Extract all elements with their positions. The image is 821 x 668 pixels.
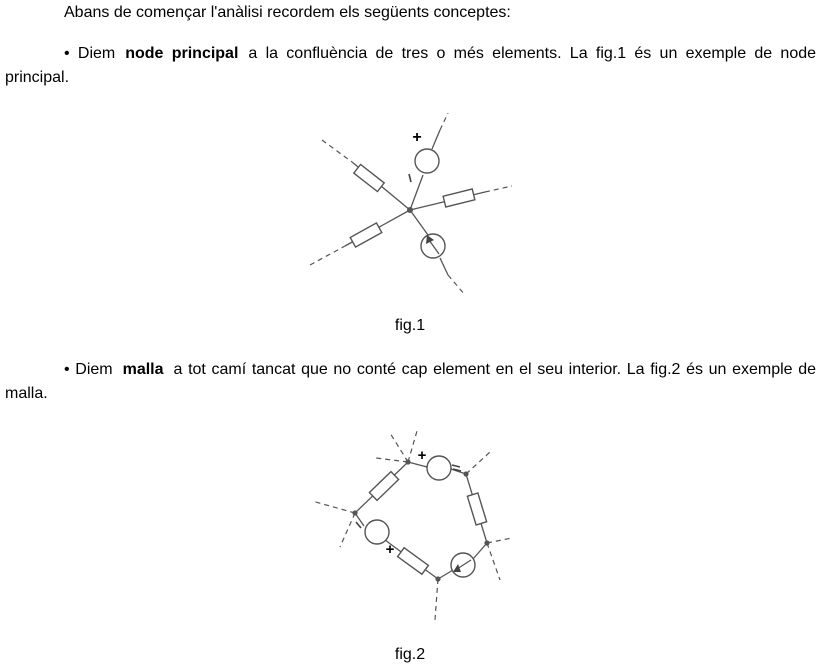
fig2-minus-sign-top (452, 465, 460, 467)
intro-text: Abans de començar l'anàlisi recordem els següents conceptes: (64, 4, 511, 21)
fig1-branch-upper-left (322, 140, 410, 210)
malla-paragraph (5, 358, 816, 406)
fig2-node (484, 540, 489, 545)
fig2-plus-sign-top: + (417, 447, 427, 464)
fig1-branch-current-source (410, 210, 465, 295)
fig2-resistor-upper-left (369, 472, 398, 501)
fig1-branch-right (410, 186, 512, 210)
fig1-branch-voltage-source (409, 113, 448, 210)
fig1-caption: fig.1 (394, 317, 426, 334)
fig2-node (352, 510, 357, 515)
fig1-branch-lower-left (310, 210, 410, 265)
fig2-voltage-source-top (427, 456, 451, 480)
fig1-node-diagram (300, 105, 530, 305)
malla-term: malla (122, 361, 164, 378)
fig2-resistor-right (467, 493, 486, 525)
fig1-plus-sign: + (412, 129, 422, 146)
node-principal-paragraph (5, 42, 816, 90)
node-def-post: a la confluència de tres o més elements. La fig.1 és un exemple de node principal. (5, 45, 817, 86)
fig1-minus-sign (409, 174, 411, 182)
mesh-def-post: a tot camí tancat que no conté cap element en el seu interior. La fig.2 és un exemple de malla. (5, 361, 816, 402)
bullet: • (64, 361, 70, 378)
fig2-mesh-loop (355, 447, 487, 579)
fig2-caption: fig.2 (394, 646, 426, 663)
fig2-plus-sign-left: + (385, 541, 395, 558)
fig2-mesh-diagram (300, 425, 530, 635)
fig1-principal-node (407, 207, 413, 213)
fig1-resistor-right (443, 189, 475, 207)
fig1-resistor-lower-left (350, 223, 382, 247)
node-def-pre: Diem (77, 45, 116, 62)
fig2-node (435, 576, 440, 581)
fig2-node (405, 459, 410, 464)
mesh-def-pre: Diem (75, 361, 113, 378)
fig2-minus-sign-left (356, 522, 361, 528)
node-principal-term: node principal (125, 45, 239, 62)
fig2-resistor-bottom (398, 548, 429, 575)
fig1-voltage-source (415, 149, 439, 173)
fig1-resistor-upper-left (354, 164, 384, 191)
fig2-node (463, 471, 468, 476)
bullet: • (64, 45, 70, 62)
